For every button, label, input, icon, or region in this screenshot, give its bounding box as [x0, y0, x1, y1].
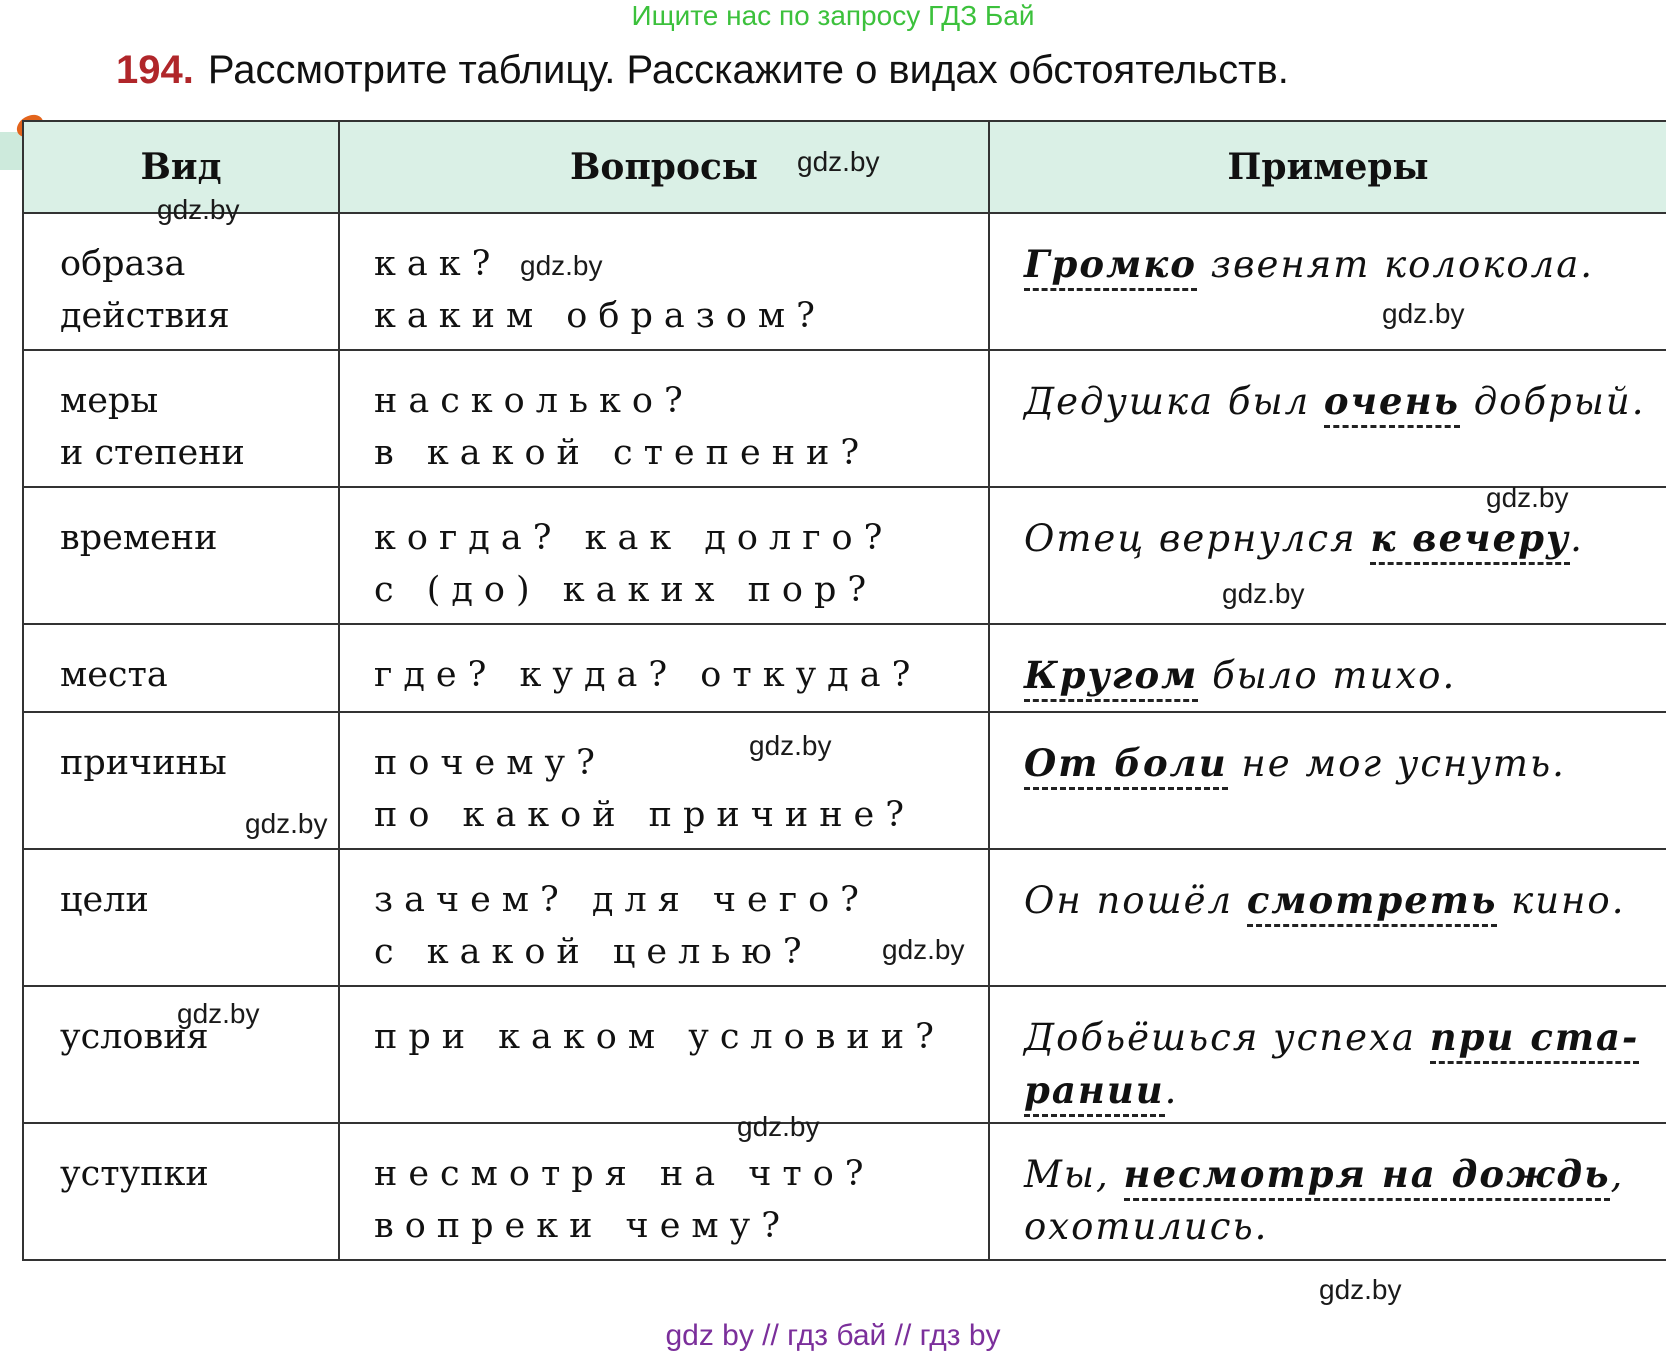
kind-cell [23, 849, 339, 986]
question-text: почему? [374, 743, 606, 783]
kind-cell [23, 213, 339, 350]
table-row [23, 1123, 1666, 1260]
example-text: Добьёшься успеха [1024, 1016, 1430, 1059]
example-text: Мы, [1024, 1153, 1124, 1196]
header-questions: Вопросы [339, 121, 989, 213]
example-text: Отец вернулся [1024, 517, 1371, 560]
top-banner[interactable]: Ищите нас по запросу ГДЗ Бай [631, 0, 1035, 31]
example-cell [989, 712, 1666, 849]
header-examples: Примеры [989, 121, 1666, 213]
adverbial-highlight: очень [1324, 379, 1460, 428]
kind-text: и степени [60, 433, 245, 473]
question-text: где? куда? откуда? [374, 655, 922, 695]
watermark: gdz.by [177, 998, 260, 1029]
questions-cell [339, 986, 989, 1123]
questions-cell [339, 624, 989, 712]
watermark: gdz.by [1222, 578, 1305, 609]
question-text: зачем? для чего? [374, 880, 870, 920]
watermark: gdz.by [520, 250, 603, 281]
header-kind: Вид [23, 121, 339, 213]
question-text: несмотря на что? [374, 1154, 875, 1194]
example-cell [989, 624, 1666, 712]
table-row [23, 350, 1666, 487]
questions-cell [339, 712, 989, 849]
question-text: как? [374, 244, 502, 284]
adverbial-highlight: при ста- [1430, 1015, 1640, 1064]
table-row [23, 624, 1666, 712]
adverbial-highlight: к вечеру [1370, 516, 1570, 565]
example-text: кино. [1497, 879, 1626, 922]
bottom-banner[interactable]: gdz by // гдз бай // гдз by [665, 1319, 1001, 1352]
kind-cell [23, 487, 339, 624]
watermark: gdz.by [1382, 298, 1465, 329]
kind-text: уступки [60, 1154, 209, 1194]
questions-cell [339, 213, 989, 350]
adverbial-highlight: От боли [1024, 741, 1228, 790]
adverbial-highlight: рании [1024, 1068, 1165, 1117]
watermark: gdz.by [737, 1111, 820, 1142]
adverbial-highlight: несмотря на дождь [1124, 1152, 1611, 1201]
watermark: gdz.by [157, 194, 240, 225]
kind-text: времени [60, 518, 218, 558]
kind-cell [23, 350, 339, 487]
adverbial-highlight: Кругом [1024, 653, 1198, 702]
adverbial-highlight: смотреть [1247, 878, 1498, 927]
watermark: gdz.by [245, 808, 328, 839]
example-cell [989, 350, 1666, 487]
table-row [23, 849, 1666, 986]
example-text: охотились. [1024, 1205, 1269, 1248]
table-row [23, 986, 1666, 1123]
kind-cell [23, 624, 339, 712]
example-text: Он пошёл [1024, 879, 1247, 922]
kind-text: меры [60, 381, 159, 421]
question-text: с (до) каких пор? [374, 570, 878, 610]
kind-text: причины [60, 743, 227, 783]
example-cell [989, 213, 1666, 350]
adverbial-highlight: Громко [1024, 242, 1197, 291]
kind-text: образа [60, 244, 186, 284]
example-text: было тихо. [1198, 654, 1457, 697]
example-text: , [1610, 1153, 1625, 1196]
question-text: когда? как долго? [374, 518, 894, 558]
exercise-task: Рассмотрите таблицу. Расскажите о видах обстоятельств. [207, 48, 1289, 92]
table-row [23, 487, 1666, 624]
example-cell [989, 849, 1666, 986]
kind-text: условия [60, 1017, 209, 1057]
watermark: gdz.by [1319, 1274, 1402, 1305]
example-text: не мог уснуть. [1227, 742, 1566, 785]
example-cell [989, 1123, 1666, 1260]
example-text: Дедушка был [1024, 380, 1324, 423]
example-text: добрый. [1459, 380, 1646, 423]
question-text: с какой целью? [374, 932, 813, 972]
questions-cell [339, 487, 989, 624]
questions-cell [339, 350, 989, 487]
watermark: gdz.by [749, 730, 832, 761]
exercise-heading [116, 46, 1289, 94]
example-cell [989, 986, 1666, 1123]
adverbial-types-table [22, 120, 1666, 1261]
questions-cell [339, 1123, 989, 1260]
kind-cell [23, 1123, 339, 1260]
question-text: каким образом? [374, 296, 826, 336]
question-text: при каком условии? [374, 1017, 945, 1057]
watermark: gdz.by [882, 934, 965, 965]
question-text: насколько? [374, 381, 694, 421]
example-text: звенят колокола. [1197, 243, 1595, 286]
question-text: в какой степени? [374, 433, 871, 473]
kind-text: действия [60, 296, 230, 336]
question-text: вопреки чему? [374, 1206, 791, 1246]
watermark: gdz.by [797, 146, 880, 177]
kind-text: места [60, 655, 168, 695]
example-text: . [1164, 1069, 1179, 1112]
exercise-number: 194. [116, 48, 194, 92]
watermark: gdz.by [1486, 482, 1569, 513]
example-text: . [1570, 517, 1584, 560]
question-text: по какой причине? [374, 795, 915, 835]
kind-text: цели [60, 880, 149, 920]
